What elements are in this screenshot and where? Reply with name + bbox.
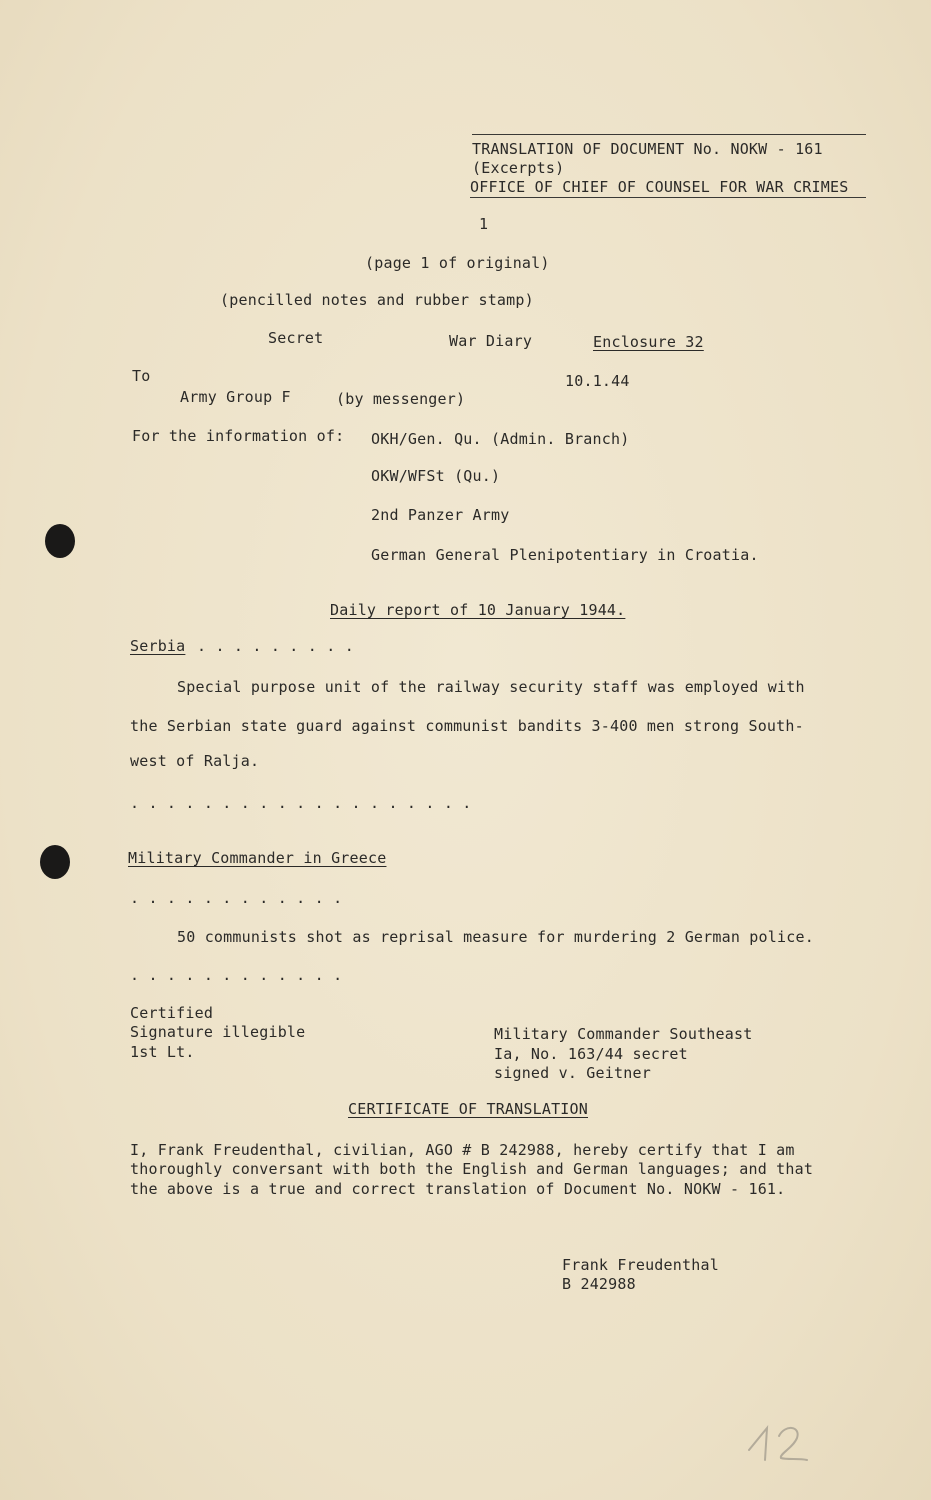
delivery-method: (by messenger) (336, 390, 466, 408)
header-rule (472, 134, 866, 135)
certificate-text-line: thoroughly conversant with both the English and German languages; and that (130, 1160, 814, 1178)
header-excerpts: (Excerpts) (472, 159, 565, 177)
greece-omission-dots: . . . . . . . . . . . . (130, 966, 343, 984)
header-title: TRANSLATION OF DOCUMENT No. NOKW - 161 (472, 140, 823, 158)
report-title: Daily report of 10 January 1944. (330, 601, 626, 619)
certificate-title: CERTIFICATE OF TRANSLATION (348, 1100, 588, 1118)
certified-line: Certified (130, 1004, 214, 1022)
classification-enclosure: Enclosure 32 (593, 333, 704, 351)
header-office-rule (470, 197, 866, 198)
info-recipient: OKW/WFSt (Qu.) (371, 467, 501, 485)
translator-id: B 242988 (562, 1275, 636, 1293)
greece-text: 50 communists shot as reprisal measure for murdering 2 German police. (177, 928, 814, 946)
greece-heading: Military Commander in Greece (128, 849, 387, 867)
punch-hole (45, 524, 75, 558)
info-recipient: OKH/Gen. Qu. (Admin. Branch) (371, 430, 630, 448)
certified-line: Signature illegible (130, 1023, 306, 1041)
classification-war-diary: War Diary (449, 332, 533, 350)
certified-line: 1st Lt. (130, 1043, 195, 1061)
serbia-heading: Serbia (130, 637, 186, 655)
serbia-text-line: the Serbian state guard against communist bandits 3-400 men strong South- (130, 717, 804, 735)
handwritten-folio-number (745, 1420, 815, 1465)
info-recipient: German General Plenipotentiary in Croatia. (371, 546, 759, 564)
info-recipient: 2nd Panzer Army (371, 506, 510, 524)
page-number: 1 (479, 215, 489, 233)
signatory-line: signed v. Geitner (494, 1064, 651, 1082)
signatory-line: Military Commander Southeast (494, 1025, 753, 1043)
signatory-line: Ia, No. 163/44 secret (494, 1045, 688, 1063)
serbia-text-line: west of Ralja. (130, 752, 260, 770)
info-label: For the information of: (132, 427, 345, 445)
addressee: Army Group F (180, 388, 291, 406)
serbia-omission-dots: . . . . . . . . . . . . . . . . . . . (130, 794, 472, 812)
page-note: (page 1 of original) (365, 254, 550, 272)
document-date: 10.1.44 (565, 372, 630, 390)
header-office: OFFICE OF CHIEF OF COUNSEL FOR WAR CRIMES (470, 178, 849, 196)
punch-hole (40, 845, 70, 879)
classification-secret: Secret (268, 329, 324, 347)
pencil-note: (pencilled notes and rubber stamp) (220, 291, 534, 309)
to-label: To (132, 367, 151, 385)
greece-omission-dots: . . . . . . . . . . . . (130, 889, 343, 907)
translator-name: Frank Freudenthal (562, 1256, 719, 1274)
serbia-text-line: Special purpose unit of the railway security staff was employed with (177, 678, 805, 696)
certificate-text-line: the above is a true and correct translation of Document No. NOKW - 161. (130, 1180, 786, 1198)
certificate-text-line: I, Frank Freudenthal, civilian, AGO # B 242988, hereby certify that I am (130, 1141, 795, 1159)
serbia-heading-dots: . . . . . . . . . (197, 637, 354, 655)
